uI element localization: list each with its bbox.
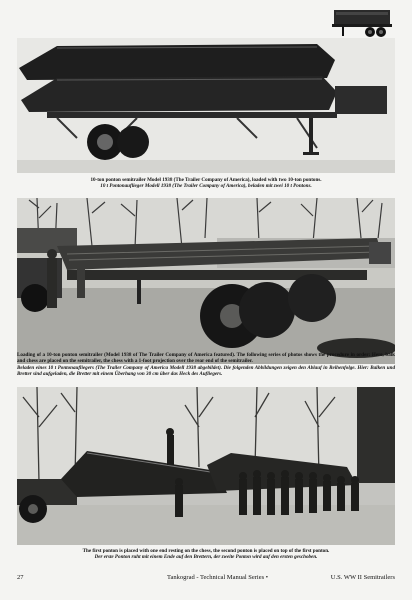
book-title: U.S. WW II Semitrailers bbox=[330, 574, 395, 581]
photo-placing-pontons bbox=[17, 387, 395, 545]
caption-en: The first ponton is placed with one end resting on the chess, the second ponton is placed on top of the first ponton. bbox=[82, 548, 330, 554]
footer-separator: • bbox=[265, 574, 269, 581]
photo-loading-balk-chess bbox=[17, 198, 395, 364]
page-footer bbox=[17, 574, 395, 584]
caption-de: Der erste Ponton ruht mit einem Ende auf den Brettern, der zweite Ponton wird auf den ersten geschoben. bbox=[94, 554, 318, 561]
caption-en: 10-ton ponton semitrailer Model 1938 (The Trailer Company of America), loaded with two 10-ton pontons. bbox=[90, 177, 322, 183]
series-name: Tankograd - Technical Manual Series bbox=[167, 574, 265, 581]
caption-photo-2 bbox=[17, 352, 395, 377]
caption-de: Beladen eines 10 t Pontonaufliegers (The Trailer Company of America Modell 1938 abgebildet). Die folgenden Abbildungen zeigen den Ablauf in Reihenfolge. Hier: Balken und Bretter sind aufgeladen, die Bretter mit einem Überhang von 30 cm über das Heck des Aufliegers. bbox=[17, 364, 395, 377]
caption-en: Loading of a 10-ton ponton semitrailer (Model 1938 of The Trailer Company of America featured). The following series of photos shows the procedure in order: Here, balk and chess are placed on the semitrailer, the chess with a 1-foot projection over the rear end of the semitrailer. bbox=[17, 352, 395, 365]
page-number: 27 bbox=[17, 574, 24, 581]
caption-photo-1 bbox=[17, 177, 395, 190]
caption-de: 10 t Pontonauflieger Modell 1938 (The Trailer Company of America), beladen mit zwei 10 t Pontons. bbox=[100, 183, 312, 190]
series-title bbox=[167, 574, 268, 581]
photo-semitrailer-loaded bbox=[17, 38, 395, 173]
semitrailer-icon bbox=[330, 4, 396, 40]
caption-photo-3 bbox=[17, 548, 395, 561]
